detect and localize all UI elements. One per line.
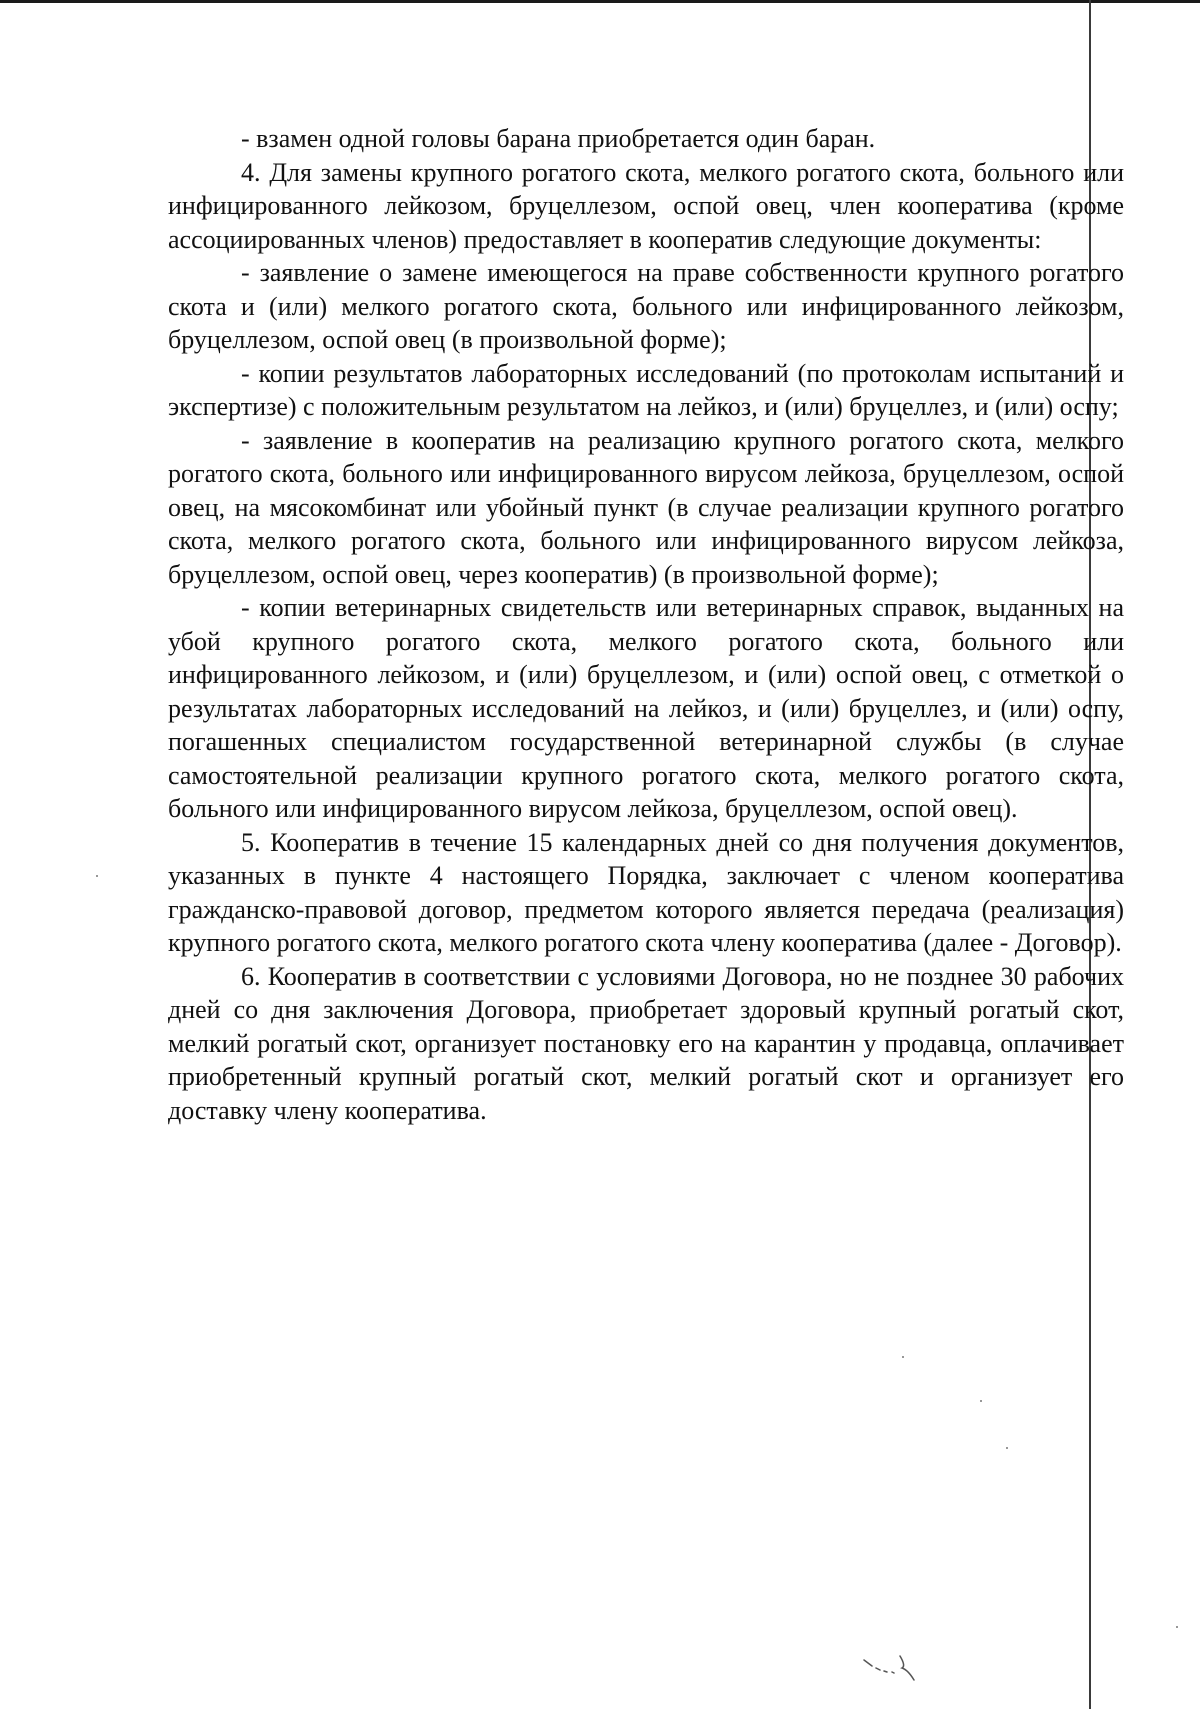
scan-speck: [902, 1356, 904, 1358]
paragraph-item-6: 6. Кооператив в соответствии с условиями Договора, но не позднее 30 рабочих дней со дня заключения Договора, приобретает здоровый крупный рогатый скот, мелкий рогатый скот, организует постановку его на карантин у продавца, оплачивает приобретенный крупный рогатый скот, мелкий рогатый скот и организует его доставку члену кооператива.: [168, 961, 1124, 1125]
list-item-lab-results: - копии результатов лабораторных исследований (по протоколам испытаний и экспертизе) с положительным результатом на лейкоз, и (или) бруцеллез, и (или) оспу;: [168, 358, 1124, 421]
list-item-replacement-application: - заявление о замене имеющегося на праве собственности крупного рогатого скота и (или) мелкого рогатого скота, больного или инфицированного лейкозом, бруцеллезом, оспой овец (в произвольной форме);: [168, 258, 1124, 354]
paragraph-sheep-replacement: - взамен одной головы барана приобретается один баран.: [241, 124, 876, 153]
paragraph-item-5: 5. Кооператив в течение 15 календарных дней со дня получения документов, указанных в пункте 4 настоящего Порядка, заключает с членом кооператива гражданско-правовой договор, предметом которого является передача (реализация) крупного рогатого скота, мелкого рогатого скота члену кооператива (далее - Договор).: [168, 827, 1124, 957]
scan-speck: [96, 875, 98, 877]
scan-speck: [980, 1400, 982, 1402]
list-item-vet-certificates: - копии ветеринарных свидетельств или ветеринарных справок, выданных на убой крупного рогатого скота, мелкого рогатого скота, больного или инфицированного лейкозом, и (или) бруцеллезом, и (или) оспой овец, с отметкой о результатах лабораторных исследований на лейкоз, и (или) бруцеллез, и (или) оспу, погашенных специалистом государственной ветеринарной службы (в случае самостоятельной реализации крупного рогатого скота, мелкого рогатого скота, больного или инфицированного вирусом лейкоза, бруцеллезом, оспой овец).: [168, 593, 1124, 823]
list-item-sale-application: - заявление в кооператив на реализацию крупного рогатого скота, мелкого рогатого скота, больного или инфицированного вирусом лейкоза, бруцеллезом, оспой овец, на мясокомбинат или убойный пункт (в случае реализации крупного рогатого скота, мелкого рогатого скота, больного или инфицированного вирусом лейкоза, бруцеллезом, оспой овец, через кооператив) (в произвольной форме);: [168, 425, 1124, 589]
document-body: [168, 122, 1124, 1127]
scan-speck: [1176, 1626, 1178, 1628]
scan-top-border: [0, 0, 1200, 3]
paragraph-item-4: 4. Для замены крупного рогатого скота, мелкого рогатого скота, больного или инфицированного лейкозом, бруцеллезом, оспой овец, член кооператива (кроме ассоциированных членов) предоставляет в кооператив следующие документы:: [168, 157, 1124, 254]
handwritten-mark: [862, 1652, 942, 1682]
scan-speck: [1006, 1447, 1008, 1449]
